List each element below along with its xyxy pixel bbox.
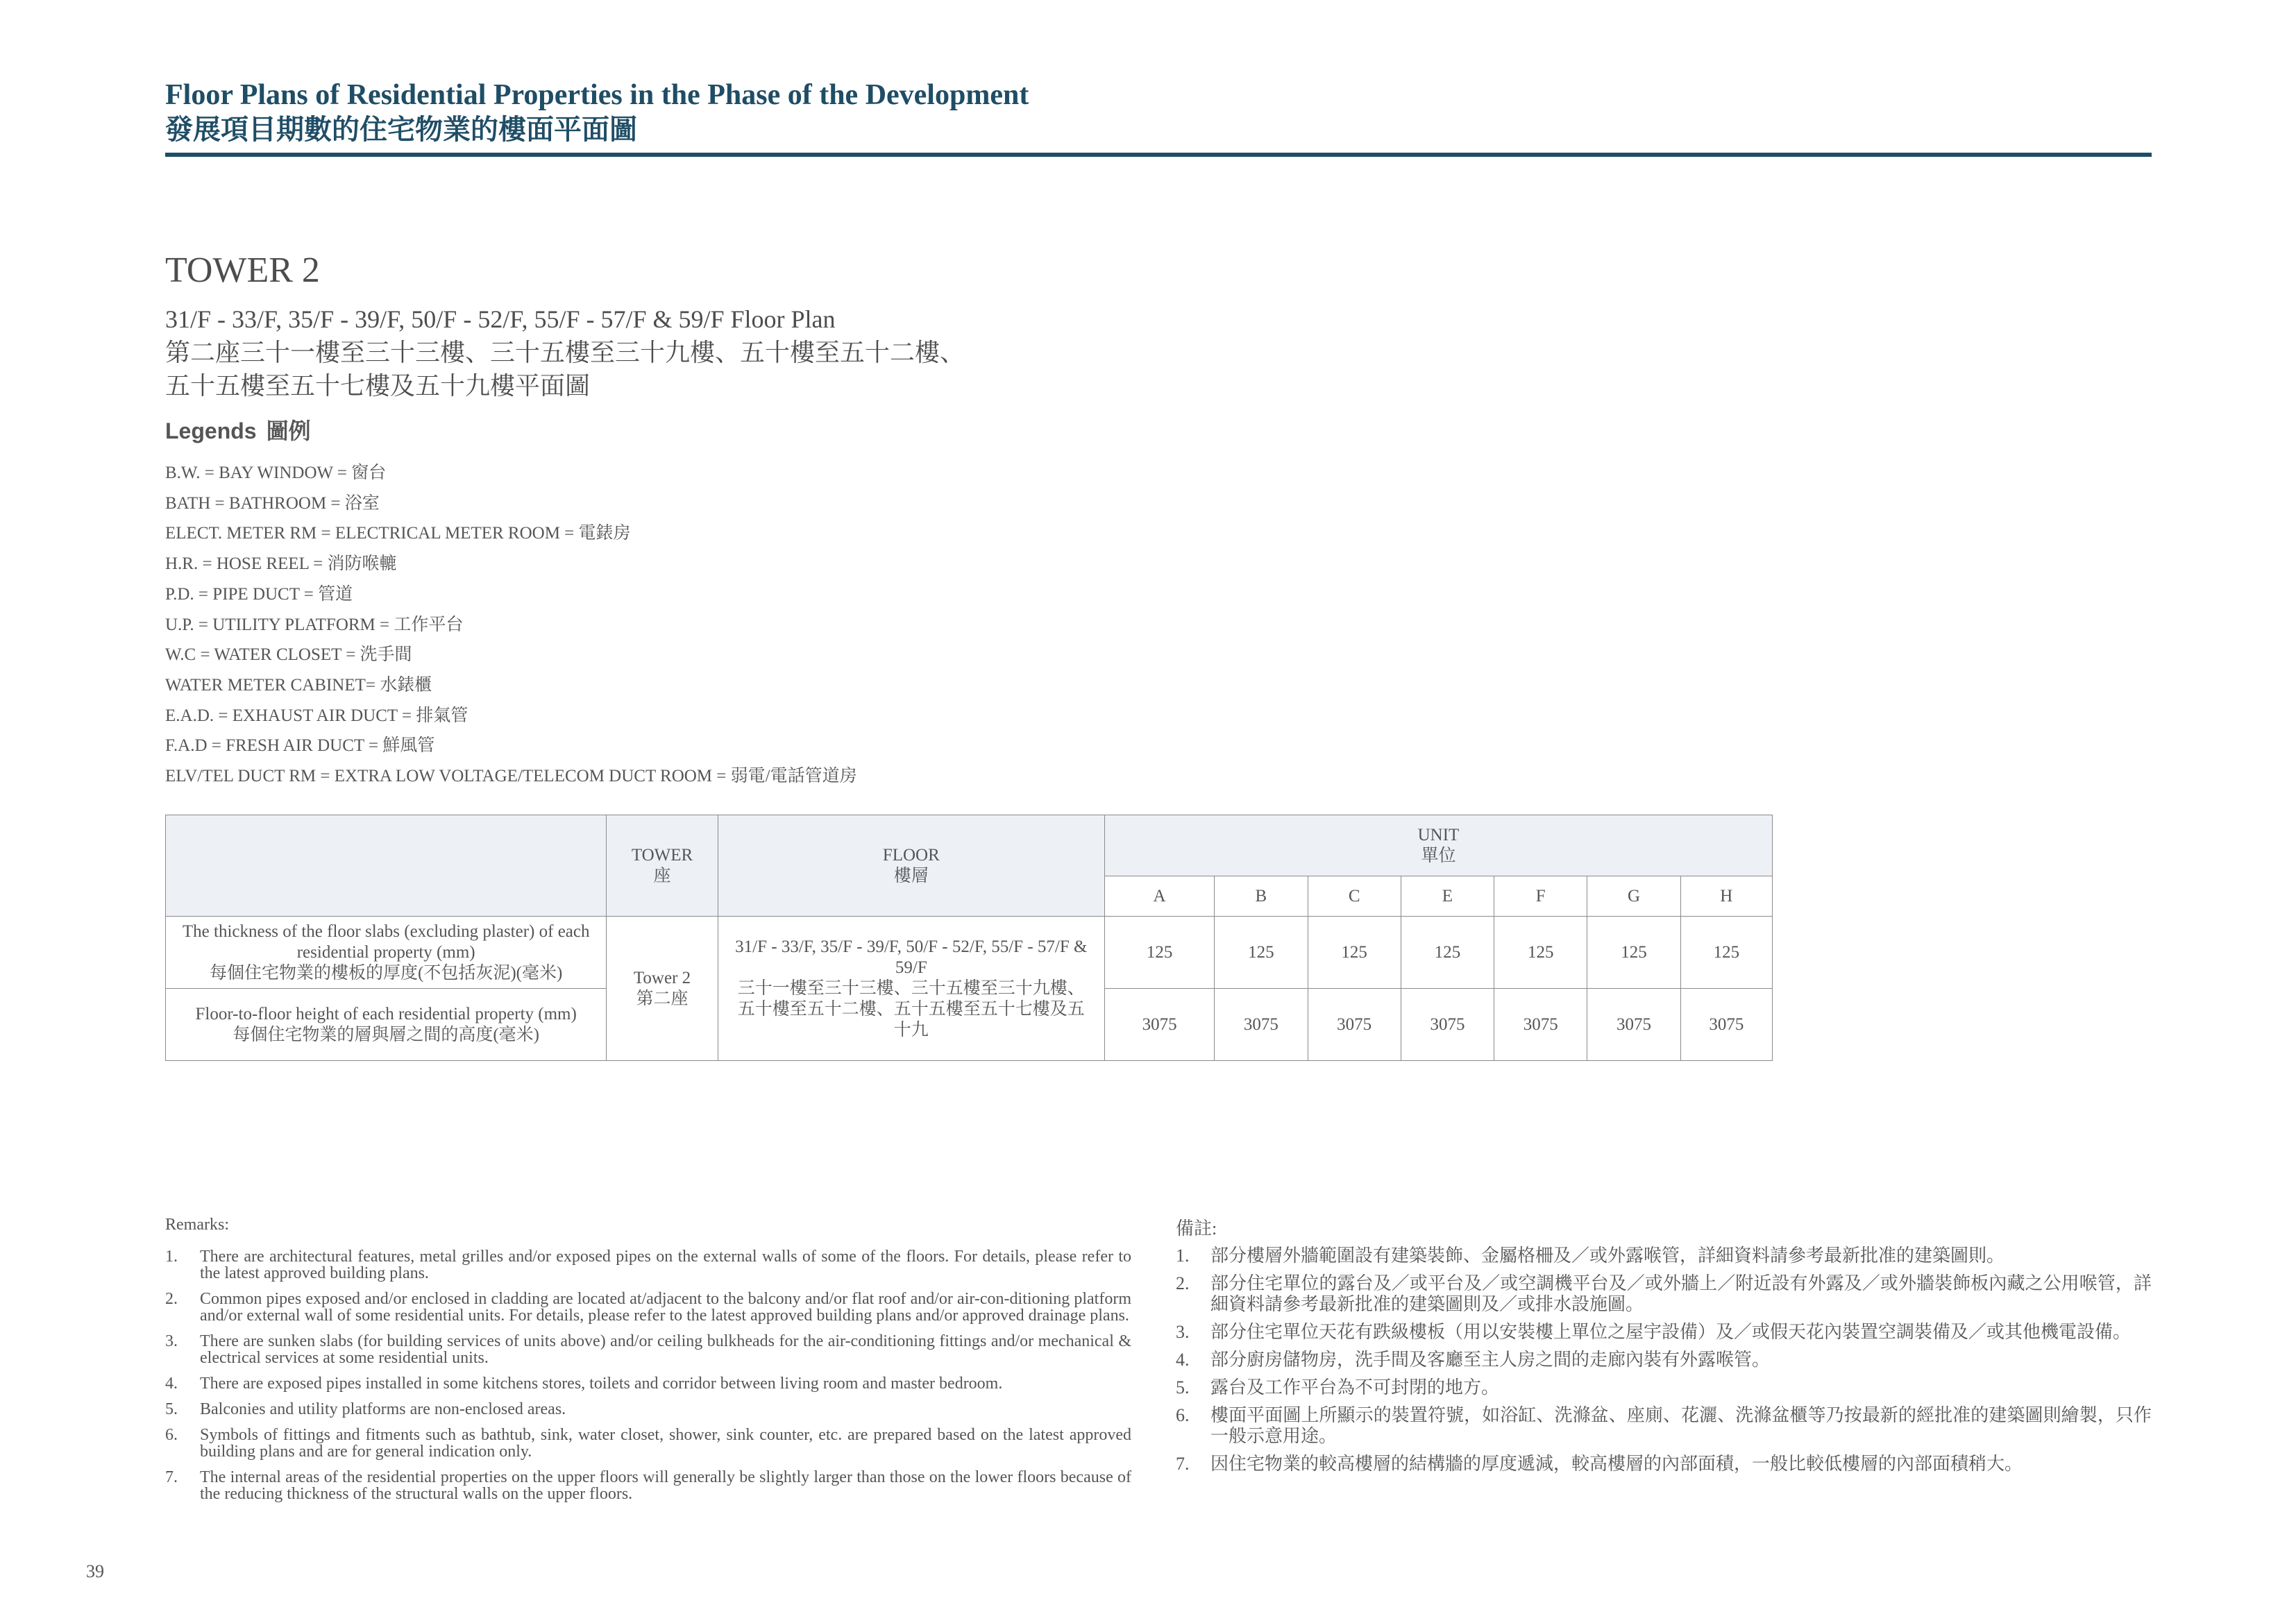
remark-text: 部分住宅單位天花有跌級樓板（用以安裝樓上單位之屋宇設備）及／或假天花內裝置空調裝備及／或其他機電設備。 [1210,1322,2132,1342]
remarks-title-zh: 備註: [1176,1218,1217,1239]
remark-number: 7. [1176,1454,1190,1474]
legends-list [165,458,857,792]
floor-value-zh: 三十一樓至三十三樓、三十五樓至三十九樓、五十樓至五十二樓、五十五樓至五十七樓及五十九 [737,978,1085,1039]
floor-height-value: 3075 [1308,989,1401,1061]
floor-value-en: 31/F - 33/F, 35/F - 39/F, 50/F - 52/F, 55/F - 57/F & 59/F [735,937,1088,977]
floor-height-value: 3075 [1587,989,1680,1061]
header-title-zh: 發展項目期數的住宅物業的樓面平面圖 [165,114,637,145]
floor-header-zh: 樓層 [893,866,929,885]
remark-text: 部分住宅單位的露台及／或平台及／或空調機平台及／或外牆上／附近設有外露及／或外牆裝飾板內藏之公用喉管，詳細資料請參考最新批准的建築圖則及／或排水設施圖。 [1210,1273,2152,1314]
floor-height-value: 3075 [1104,989,1214,1061]
remark-number: 5. [165,1400,178,1418]
remark-number: 3. [165,1332,178,1350]
tower-title: TOWER 2 [165,250,320,290]
remark-item [165,1375,1131,1392]
remark-item [1176,1350,2152,1370]
page-header [165,78,2152,147]
unit-col-header: C [1308,876,1401,917]
tower-value-en: Tower 2 [633,968,691,987]
floor-header [718,815,1104,917]
remarks-zh [1176,1214,2152,1481]
remark-number: 6. [1176,1405,1190,1425]
slab-thickness-value: 125 [1215,917,1308,989]
remarks-en [165,1216,1131,1511]
slab-thickness-value: 125 [1401,917,1494,989]
unit-col-header: A [1104,876,1214,917]
legend-item: BATH = BATHROOM = 浴室 [165,493,380,513]
remark-number: 2. [165,1290,178,1308]
remark-text: There are sunken slabs (for building services of units above) and/or ceiling bulkheads for the air-conditioning fittings and/or mechanical & electrical services at some residential units. [200,1332,1131,1367]
legend-item: U.P. = UTILITY PLATFORM = 工作平台 [165,615,464,634]
floor-height-value: 3075 [1215,989,1308,1061]
row-label-zh: 每個住宅物業的樓板的厚度(不包括灰泥)(毫米) [210,963,563,983]
legend-item: ELV/TEL DUCT RM = EXTRA LOW VOLTAGE/TELECOM DUCT ROOM = 弱電/電話管道房 [165,767,857,786]
floor-value [718,917,1104,1061]
remark-number: 2. [1176,1273,1190,1293]
row-label-floor-height [166,989,607,1061]
remark-text: There are architectural features, metal grilles and/or exposed pipes on the external walls of some of the floors. For details, please refer to the latest approved building plans. [200,1248,1131,1282]
remark-number: 5. [1176,1377,1190,1397]
floor-spec-table [165,815,1773,1061]
remark-number: 4. [165,1375,178,1393]
row-label-slab-thickness [166,917,607,989]
tower-value-zh: 第二座 [636,989,689,1008]
floor-height-value: 3075 [1401,989,1494,1061]
remark-text: 樓面平面圖上所顯示的裝置符號，如浴缸、洗滌盆、座廁、花灑、洗滌盆櫃等乃按最新的經批准的建築圖則繪製，只作一般示意用途。 [1210,1405,2152,1446]
slab-thickness-value: 125 [1494,917,1587,989]
legend-item: W.C = WATER CLOSET = 洗手間 [165,645,412,665]
remark-item [165,1291,1131,1324]
tower-header [607,815,718,917]
remark-text: Symbols of fittings and fitments such as bathtub, sink, water closet, shower, sink counter, etc. are prepared based on the latest approved building plans and are for general indication only. [200,1426,1131,1461]
unit-header [1104,815,1772,876]
legend-item: E.A.D. = EXHAUST AIR DUCT = 排氣管 [165,706,469,725]
remark-text: The internal areas of the residential properties on the upper floors will generally be slightly larger than those on the lower floors because of the reducing thickness of the structural walls on the upper floors. [200,1468,1131,1503]
floor-height-value: 3075 [1680,989,1772,1061]
floor-height-value: 3075 [1494,989,1587,1061]
remark-text: There are exposed pipes installed in some kitchens stores, toilets and corridor between living room and master bedroom. [200,1375,1003,1393]
remark-item [165,1248,1131,1282]
floor-header-en: FLOOR [882,845,940,865]
remark-item [165,1427,1131,1460]
slab-thickness-value: 125 [1308,917,1401,989]
unit-header-en: UNIT [1417,825,1460,844]
legend-item: B.W. = BAY WINDOW = 窗台 [165,464,387,482]
remark-item [1176,1377,2152,1398]
remark-number: 3. [1176,1322,1190,1342]
legend-item: H.R. = HOSE REEL = 消防喉轆 [165,554,397,574]
legend-item: WATER METER CABINET= 水錶櫃 [165,675,432,695]
remark-item [1176,1405,2152,1447]
slab-thickness-value: 125 [1104,917,1214,989]
legends-title-zh: 圖例 [266,418,311,444]
remark-number: 7. [165,1468,178,1486]
remark-item [165,1333,1131,1366]
floor-plan-subtitle [165,303,965,402]
table-corner-cell [166,815,607,917]
slab-thickness-value: 125 [1680,917,1772,989]
remark-text: 露台及工作平台為不可封閉的地方。 [1210,1377,1500,1397]
row-label-zh: 每個住宅物業的層與層之間的高度(毫米) [233,1025,539,1044]
legend-item: P.D. = PIPE DUCT = 管道 [165,584,353,604]
row-label-en: The thickness of the floor slabs (excluding plaster) of each residential property (mm) [182,921,590,962]
remark-item [1176,1273,2152,1315]
remark-item [1176,1454,2152,1475]
legend-item: F.A.D = FRESH AIR DUCT = 鮮風管 [165,736,435,756]
slab-thickness-value: 125 [1587,917,1680,989]
remark-item [1176,1322,2152,1343]
remark-item [1176,1246,2152,1266]
header-rule [165,153,2152,157]
page-number: 39 [86,1561,104,1581]
tower-value [607,917,718,1061]
remark-number: 1. [1176,1246,1190,1266]
tower-header-zh: 座 [653,866,671,885]
unit-col-header: E [1401,876,1494,917]
header-title-en: Floor Plans of Residential Properties in the Phase of the Development [165,79,1029,111]
subtitle-line-1: 31/F - 33/F, 35/F - 39/F, 50/F - 52/F, 55/F - 57/F & 59/F Floor Plan [165,305,836,333]
remark-item [165,1469,1131,1502]
remark-text: Common pipes exposed and/or enclosed in cladding are located at/adjacent to the balcony and/or flat roof and/or air-con-ditioning platform and/or external wall of some residential units. For details, please refer to the latest approved building plans and/or approved drainage plans. [200,1290,1131,1325]
legends-title [165,414,311,445]
remark-text: Balconies and utility platforms are non-enclosed areas. [200,1400,566,1418]
subtitle-line-2: 第二座三十一樓至三十三樓、三十五樓至三十九樓、五十樓至五十二樓、 [165,339,965,366]
remark-number: 1. [165,1248,178,1266]
remark-number: 4. [1176,1350,1190,1370]
subtitle-line-3: 五十五樓至五十七樓及五十九樓平面圖 [165,372,591,400]
unit-col-header: B [1215,876,1308,917]
remarks-title-en: Remarks: [165,1216,229,1234]
row-label-en: Floor-to-floor height of each residential property (mm) [195,1004,577,1023]
unit-col-header: F [1494,876,1587,917]
tower-header-en: TOWER [631,845,693,865]
unit-header-zh: 單位 [1421,846,1456,865]
remark-number: 6. [165,1426,178,1444]
remark-text: 部分樓層外牆範圍設有建築裝飾、金屬格柵及／或外露喉管，詳細資料請參考最新批准的建築圖則。 [1210,1246,2005,1266]
remark-text: 部分廚房儲物房，洗手間及客廳至主人房之間的走廊內裝有外露喉管。 [1210,1350,1771,1370]
remark-item [165,1401,1131,1418]
unit-col-header: G [1587,876,1680,917]
legends-title-en: Legends [165,418,257,443]
legend-item: ELECT. METER RM = ELECTRICAL METER ROOM = 電錶房 [165,524,631,543]
unit-col-header: H [1680,876,1772,917]
remark-text: 因住宅物業的較高樓層的結構牆的厚度遞減，較高樓層的內部面積，一般比較低樓層的內部面積稍大。 [1210,1454,2023,1474]
